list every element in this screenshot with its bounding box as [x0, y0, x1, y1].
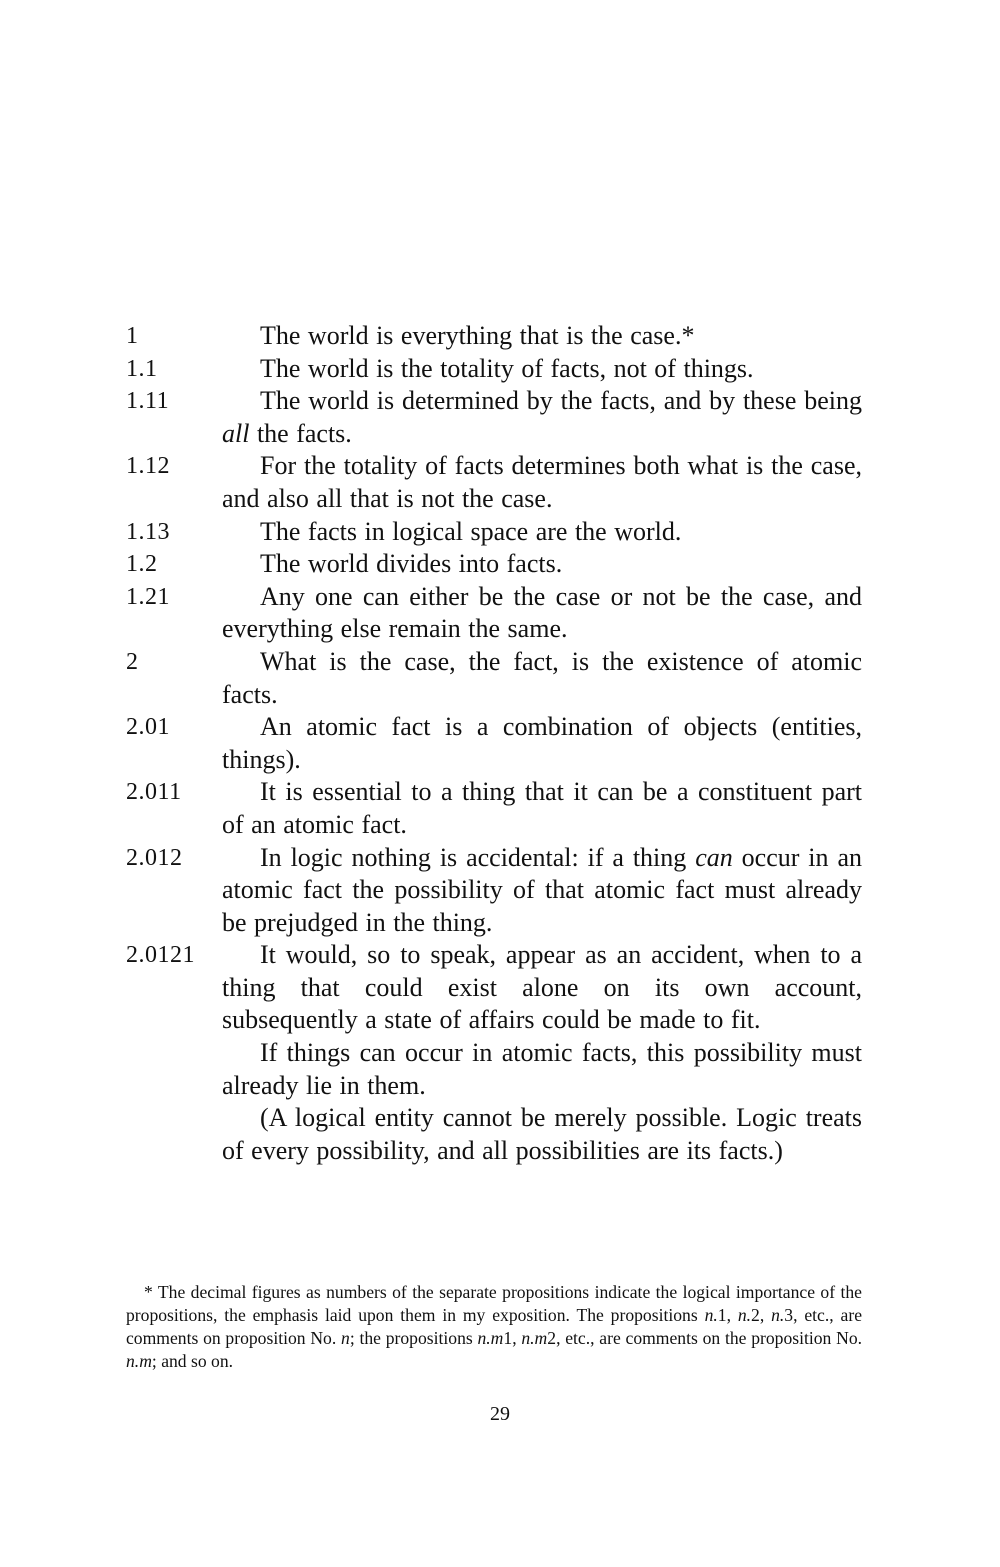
proposition-number: 2.011 — [126, 779, 182, 806]
footnote-emphasis: n. — [771, 1305, 785, 1325]
proposition-text: It would, so to speak, appear as an accident, when to a thing that could exist alone on its own account, subsequently a state of affairs could be made to fit. — [222, 940, 862, 1035]
proposition-number: 2.012 — [126, 844, 183, 871]
proposition-text: If things can occur in atomic facts, this possibility must already lie in them. — [222, 1038, 862, 1100]
page-number: 29 — [490, 1403, 510, 1425]
proposition-text: The world is the totality of facts, not of things. — [260, 353, 754, 383]
proposition-1-12 — [126, 450, 862, 515]
proposition-2 — [126, 646, 862, 711]
proposition-emphasis: all — [222, 418, 250, 448]
proposition-number: 2.01 — [126, 714, 170, 741]
proposition-number: 2.0121 — [126, 942, 195, 969]
proposition-1 — [126, 320, 862, 353]
proposition-text: The world is determined by the facts, and by these being all the facts. — [222, 386, 862, 448]
proposition-number: 1.13 — [126, 518, 170, 545]
proposition-text: The world divides into facts. — [260, 549, 563, 579]
proposition-1-1 — [126, 353, 862, 386]
footnote-emphasis: n. — [704, 1305, 718, 1325]
proposition-1-11 — [126, 385, 862, 450]
proposition-number: 1.12 — [126, 453, 170, 480]
proposition-text: An atomic fact is a combination of objects (entities, things). — [222, 712, 862, 774]
proposition-list — [126, 320, 862, 1167]
proposition-text: The world is everything that is the case.* — [260, 321, 695, 350]
proposition-2-012 — [126, 842, 862, 940]
proposition-1-13 — [126, 516, 862, 549]
proposition-1-21 — [126, 581, 862, 646]
footnote-emphasis: n.m — [521, 1328, 548, 1348]
proposition-text: For the totality of facts determines both what is the case, and also all that is not the case. — [222, 451, 862, 513]
proposition-text: What is the case, the fact, is the existence of atomic facts. — [222, 646, 862, 709]
proposition-number: 1.1 — [126, 355, 158, 382]
proposition-number: 1 — [126, 323, 139, 349]
proposition-text: It is essential to a thing that it can be a constituent part of an atomic fact. — [222, 777, 862, 839]
proposition-text: (A logical entity cannot be merely possible. Logic treats of every possibility, and all possibilities are its facts.) — [222, 1103, 862, 1165]
proposition-1-2 — [126, 548, 862, 581]
proposition-text: The facts in logical space are the world. — [260, 516, 682, 546]
footnote-emphasis: n. — [737, 1305, 752, 1325]
proposition-2-011 — [126, 776, 862, 841]
proposition-number: 1.2 — [126, 551, 158, 578]
footnote: * The decimal figures as numbers of the separate propositions indicate the logical importance of the propositions, the emphasis laid upon them in my exposition. The propositions n.1, n.2, n.3, etc., are comments on proposition No. n; the propositions n.m1, n.m2, etc., are comments on the proposition No. n.m; and so on. — [126, 1282, 863, 1371]
proposition-number: 2 — [126, 648, 139, 675]
proposition-2-0121 — [126, 939, 862, 1167]
proposition-number: 1.21 — [126, 583, 170, 610]
proposition-text: In logic nothing is accidental: if a thing can occur in an atomic fact the possibility of that atomic fact must already be prejudged in the thing. — [222, 842, 862, 937]
footnote-emphasis: n — [341, 1328, 350, 1348]
proposition-text: Any one can either be the case or not be the case, and everything else remain the same. — [222, 581, 862, 644]
proposition-emphasis: can — [695, 842, 733, 872]
footnote-emphasis: n.m — [126, 1351, 152, 1371]
proposition-number: 1.11 — [126, 388, 170, 415]
footnote-emphasis: n.m — [477, 1328, 504, 1348]
proposition-2-01 — [126, 711, 862, 776]
